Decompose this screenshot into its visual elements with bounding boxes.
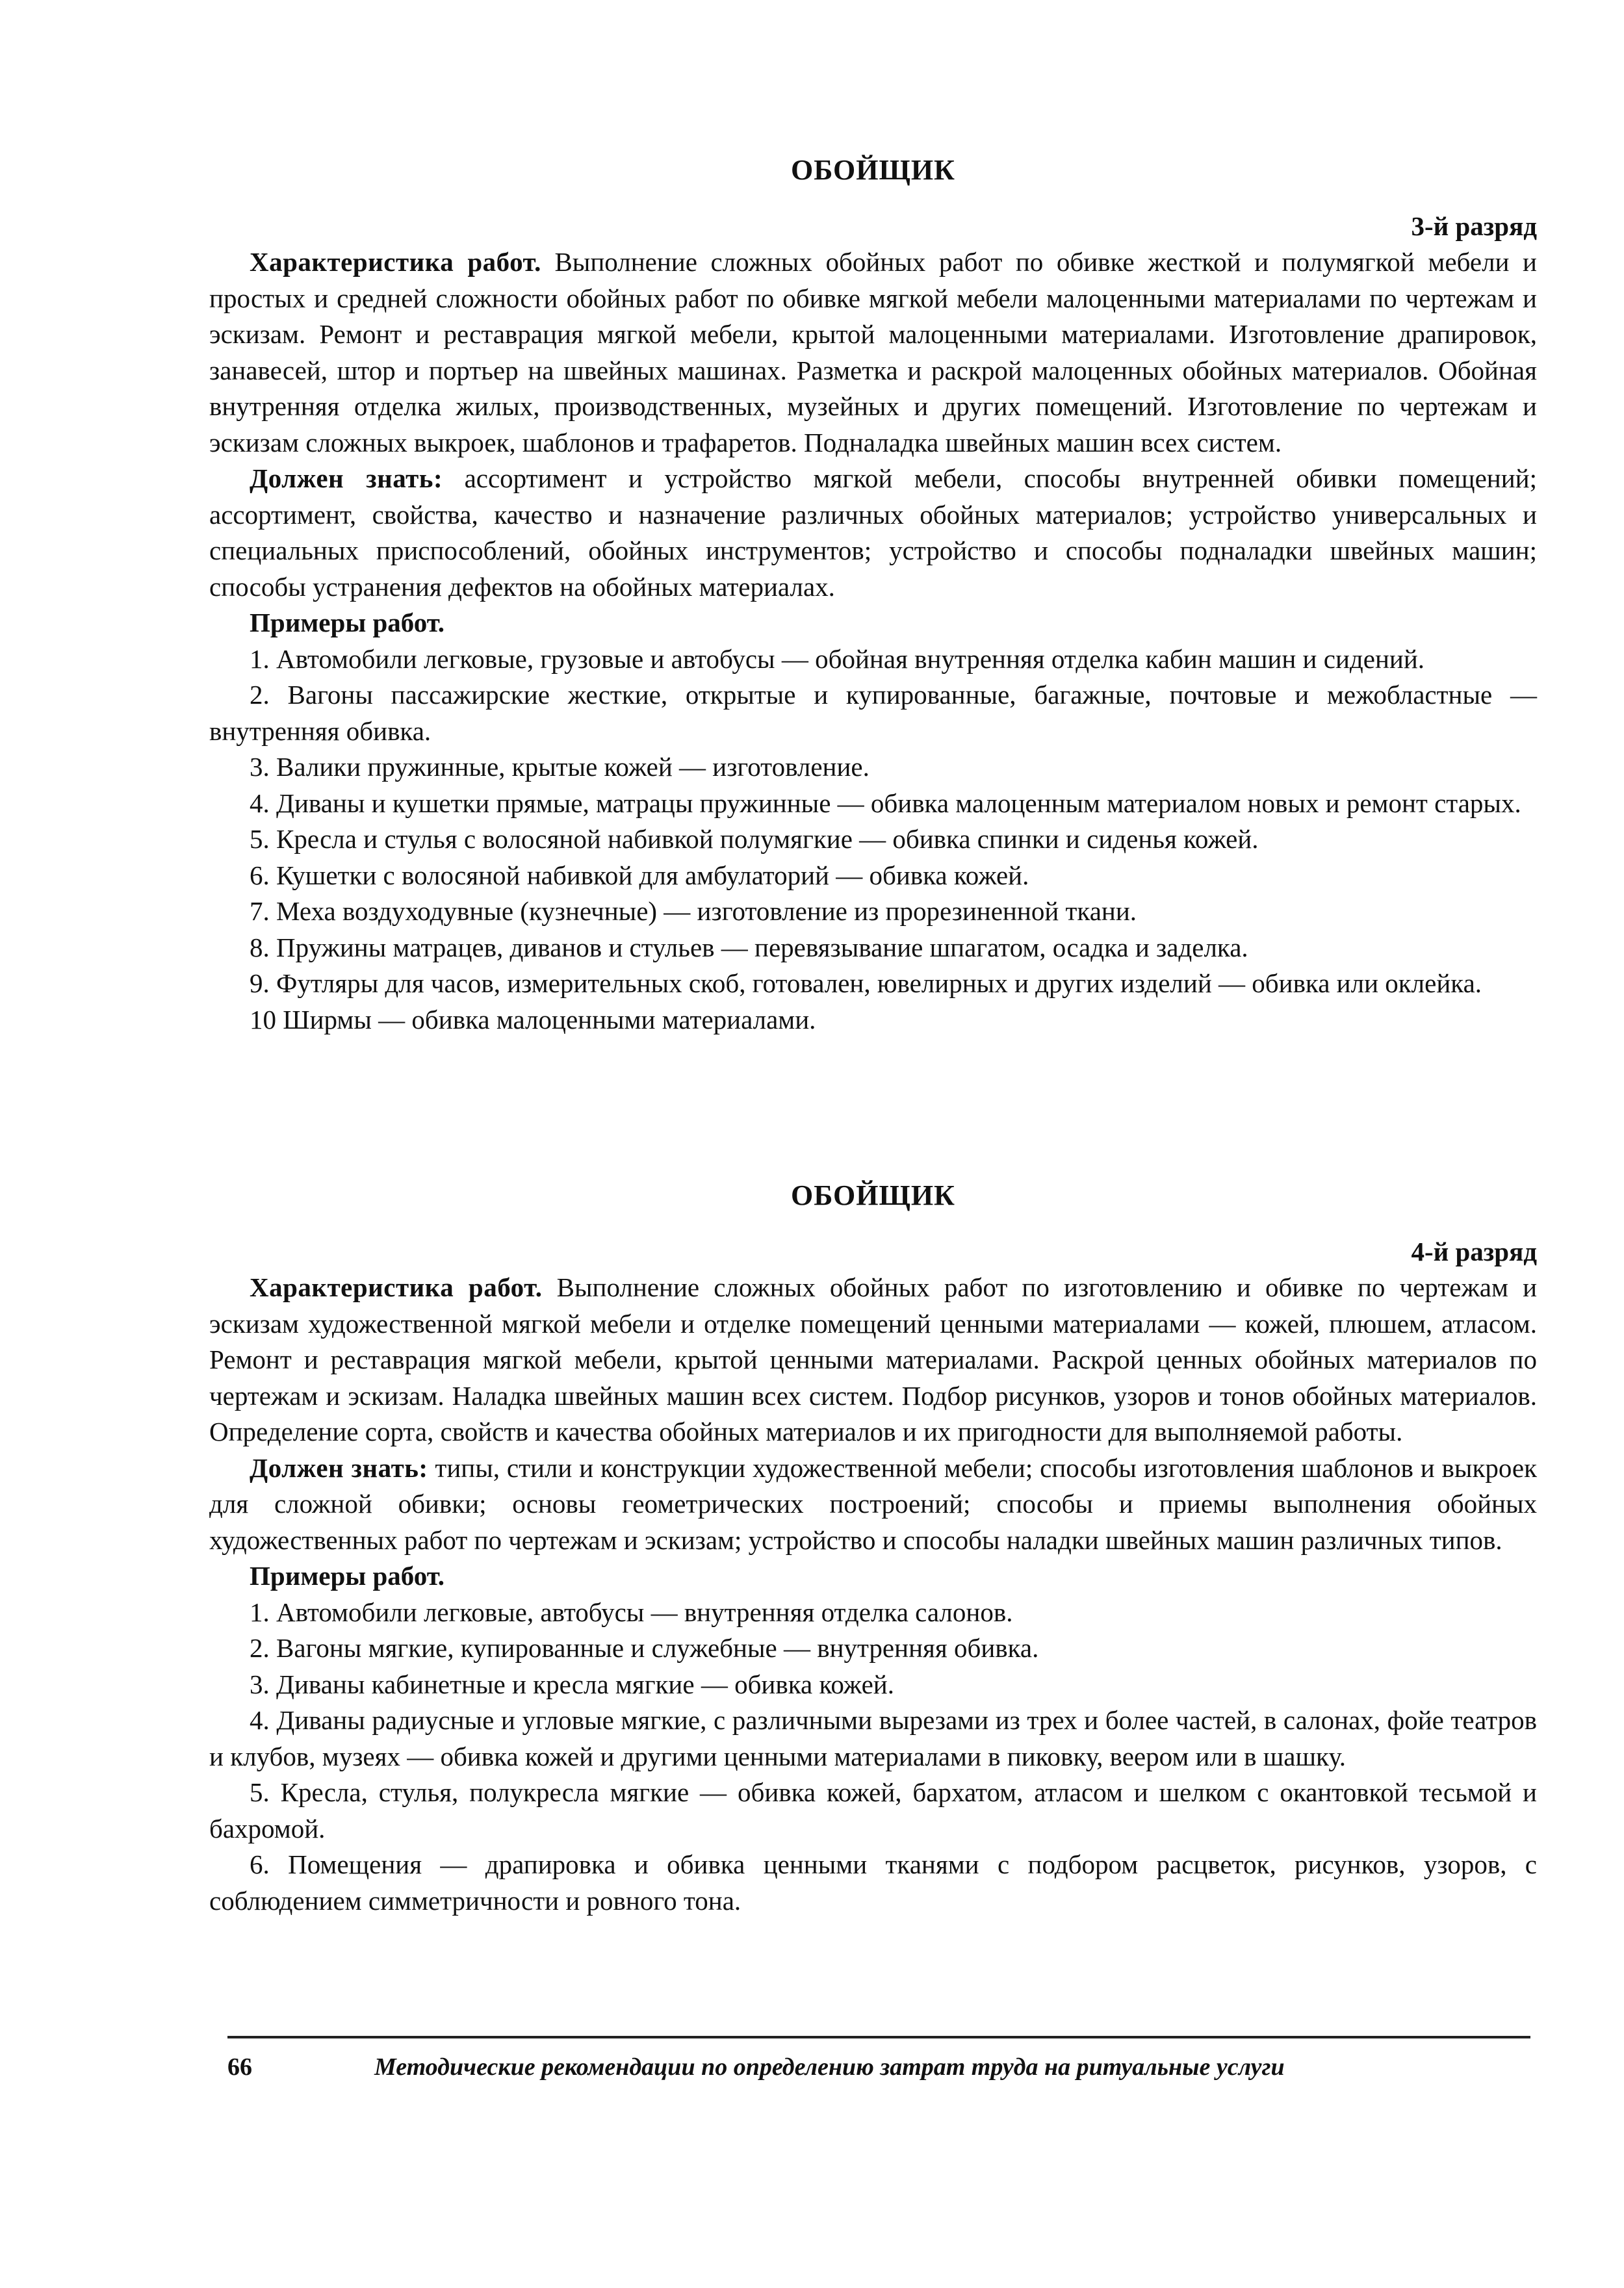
grade-label: 4-й разряд [1411, 1237, 1537, 1266]
footer-title: Методические рекомендации по определению затрат труда на ритуальные услуги [374, 2053, 1285, 2081]
work-characteristics [209, 1270, 1537, 1450]
example-item: 6. Помещения — драпировка и обивка ценными тканями с подбором расцветок, рисунков, узоров, с соблюдением симметричности и ровного тона. [209, 1849, 1537, 1916]
example-item: 10 Ширмы — обивка малоценными материалами. [250, 1004, 816, 1035]
knowledge-label: Должен знать: [250, 463, 443, 493]
example-item: 1. Автомобили легковые, автобусы — внутренняя отделка салонов. [250, 1597, 1013, 1627]
example-item: 2. Вагоны пассажирские жесткие, открытые и купированные, багажные, почтовые и межобластные — внутренняя обивка. [209, 680, 1537, 746]
example-item: 1. Автомобили легковые, грузовые и автобусы — обойная внутренняя отделка кабин машин и сидений. [250, 643, 1425, 674]
example-item: 9. Футляры для часов, измерительных скоб, готовален, ювелирных и других изделий — обивка или оклейка. [250, 968, 1482, 998]
required-knowledge [209, 461, 1537, 605]
page-number: 66 [227, 2053, 252, 2081]
knowledge-text: ассортимент и устройство мягкой мебели, способы внутренней обивки помещений; ассортимент, свойства, качество и назначение различных обойных материалов; устройство универсальных и специальных приспособлений, обойных инструментов; устройство и способы подналадки швейных машин; способы устранения дефектов на обойных материалах. [209, 463, 1537, 602]
knowledge-text: типы, стили и конструкции художественной мебели; способы изготовления шаблонов и выкроек для сложной обивки; основы геометрических построений; способы и приемы выполнения обойных художественных работ по чертежам и эскизам; устройство и способы наладки швейных машин различных типов. [209, 1452, 1537, 1555]
example-item: 4. Диваны радиусные и угловые мягкие, с различными вырезами из трех и более частей, в салонах, фойе театров и клубов, музеях — обивка кожей и другими ценными материалами в пиковку, веером или в шашку. [209, 1705, 1537, 1771]
example-item: 3. Валики пружинные, крытые кожей — изготовление. [250, 752, 870, 782]
example-item: 5. Кресла и стулья с волосяной набивкой полумягкие — обивка спинки и сиденья кожей. [250, 824, 1259, 854]
example-item: 7. Меха воздуходувные (кузнечные) — изготовление из прорезиненной ткани. [250, 896, 1137, 926]
section-title: ОБОЙЩИК [791, 1179, 955, 1211]
example-item: 3. Диваны кабинетные и кресла мягкие — обивка кожей. [250, 1669, 894, 1699]
page-footer [227, 2036, 1530, 2083]
example-item: 4. Диваны и кушетки прямые, матрацы пружинные — обивка малоценным материалом новых и ремонт старых. [250, 788, 1521, 818]
required-knowledge [209, 1450, 1537, 1559]
examples-heading: Примеры работ. [250, 608, 445, 637]
section-grade-3 [209, 151, 1537, 1038]
example-item: 2. Вагоны мягкие, купированные и служебные — внутренняя обивка. [250, 1633, 1039, 1663]
characteristics-text: Выполнение сложных обойных работ по обивке жесткой и полумягкой мебели и простых и средней сложности обойных работ по обивке мягкой мебели малоценными материалами по чертежам и эскизам. Ремонт и реставрация мягкой мебели, крытой малоценными материалами. Изготовление драпировок, занавесей, штор и портьер на швейных машинах. Разметка и раскрой малоценных обойных материалов. Обойная внутренняя отделка жилых, производственных, музейных и других помещений. Изготовление по чертежам и эскизам сложных выкроек, шаблонов и трафаретов. Подналадка швейных машин всех систем. [209, 247, 1538, 457]
section-grade-4 [209, 1176, 1537, 1919]
examples-heading: Примеры работ. [250, 1561, 445, 1591]
knowledge-label: Должен знать: [250, 1452, 428, 1483]
example-item: 6. Кушетки с волосяной набивкой для амбулаторий — обивка кожей. [250, 860, 1029, 890]
example-item: 5. Кресла, стулья, полукресла мягкие — обивка кожей, бархатом, атласом и шелком с окантовкой тесьмой и бахромой. [209, 1777, 1537, 1844]
characteristics-label: Характеристика работ. [250, 247, 541, 277]
characteristics-text: Выполнение сложных обойных работ по изготовлению и обивке по чертежам и эскизам художественной мягкой мебели и отделке помещений ценными материалами — кожей, плюшем, атласом. Ремонт и реставрация мягкой мебели, крытой ценными материалами. Раскрой ценных обойных материалов по чертежам и эскизам. Наладка швейных машин всех систем. Подбор рисунков, узоров и тонов обойных материалов. Определение сорта, свойств и качества обойных материалов и их пригодности для выполняемой работы. [209, 1272, 1538, 1446]
grade-label: 3-й разряд [1411, 211, 1537, 241]
example-item: 8. Пружины матрацев, диванов и стульев — перевязывание шпагатом, осадка и заделка. [250, 932, 1248, 962]
work-characteristics [209, 244, 1537, 461]
characteristics-label: Характеристика работ. [250, 1272, 543, 1302]
section-title: ОБОЙЩИК [791, 154, 955, 186]
